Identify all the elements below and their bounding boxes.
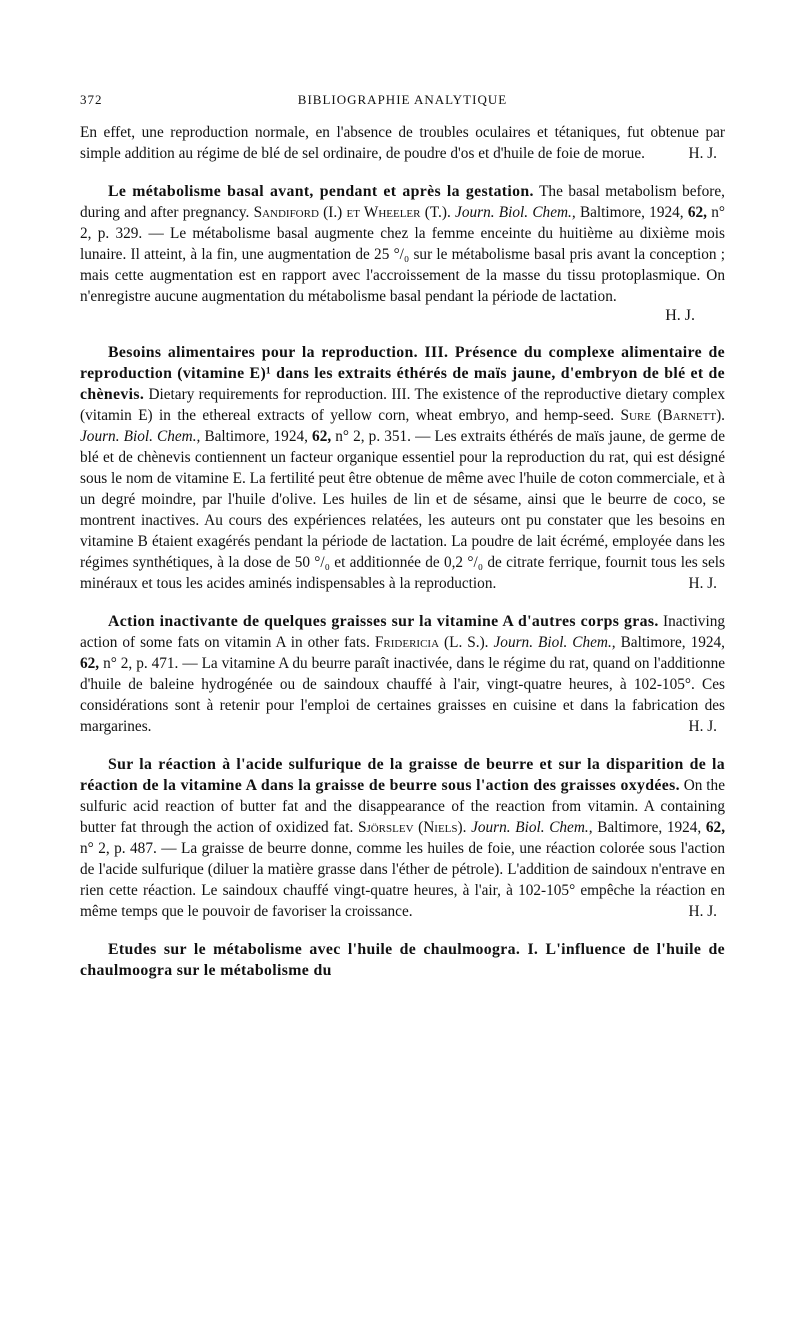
entry-authors: Sandiford (I.) et Wheeler (T.). bbox=[253, 204, 451, 221]
entry-issue-pages: n° 2, p. 487. — bbox=[80, 840, 177, 857]
entry-inactivating-action bbox=[80, 611, 725, 737]
entry-title: Besoins alimentaires pour la reproduction. III. Présence du complexe alimentaire de reproduction (vitamine E)¹ dans les extraits éthérés de maïs jaune, d'embryon de blé et de chènevis. bbox=[80, 344, 725, 403]
entry-title: Etudes sur le métabolisme avec l'huile de chaulmoogra. I. L'influence de l'huile de chaulmoogra sur le métabolisme du bbox=[80, 941, 725, 979]
intro-signature: H. J. bbox=[688, 145, 717, 162]
entry-title: Action inactivante de quelques graisses sur la vitamine A d'autres corps gras. bbox=[108, 613, 659, 630]
entry-translation: The basal metabolism before, during and after pregnancy. bbox=[80, 183, 725, 221]
entry-volume: 62, bbox=[312, 428, 332, 445]
entry-signature: H. J. bbox=[688, 903, 717, 920]
intro-paragraph bbox=[80, 122, 725, 164]
entry-abstract: La vitamine A du beurre paraît inactivée, dans le régime du rat, quand on l'additionne d'huile de baleine hydrogénée ou de saindoux chauffé à l'air, vingt-quatre heures, à 102-105°. Ces considérations sont à retenir pour l'emploi de certaines graisses en cuisine et dans la fabrication des margarines. bbox=[80, 655, 726, 735]
entry-title: Le métabolisme basal avant, pendant et après la gestation. bbox=[108, 183, 534, 200]
intro-text: En effet, une reproduction normale, en l'absence de troubles oculaires et tétaniques, fut obtenue par simple addition au régime de blé de sel ordinaire, de poudre d'os et d'huile de foie de morue. bbox=[80, 124, 725, 162]
entry-abstract: La graisse de beurre donne, comme les huiles de foie, une réaction colorée sous l'action de l'acide sulfurique (diluer la matière grasse dans l'éther de pétrole). L'addition de saindoux n'entrave en rien cette réaction. Le saindoux chauffé vingt-quatre heures, à l'air, à 102-105° empêche la réaction en même temps que le pouvoir de favoriser la croissance. bbox=[80, 840, 726, 920]
document-page bbox=[80, 92, 725, 981]
entry-title: Sur la réaction à l'acide sulfurique de la graisse de beurre et sur la disparition de la réaction de la vitamine A dans la graisse de beurre sous l'action des graisses oxydées. bbox=[80, 756, 725, 794]
entry-volume: 62, bbox=[687, 204, 707, 221]
entry-translation: On the sulfuric acid reaction of butter fat and the disappearance of the reaction from vitamin. A containing butter fat through the action of oxidized fat. bbox=[80, 777, 725, 836]
entry-abstract: Le métabolisme basal augmente chez la femme enceinte du huitième au dixième mois lunaire. Il atteint, à la fin, une augmentation de 25 °/₀ sur le métabolisme basal pris avant la conception ; mais cette augmentation est en rapport avec l'accroissement de la masse du tissu protoplasmique. On n'enregistre aucune augmentation du métabolisme basal pendant la période de lactation. bbox=[80, 225, 725, 305]
entry-signature: H. J. bbox=[688, 718, 717, 735]
entry-issue-pages: n° 2, p. 471. — bbox=[103, 655, 198, 672]
entry-volume: 62, bbox=[80, 655, 100, 672]
page-number: 372 bbox=[80, 92, 103, 107]
entry-translation: Inactiving action of some fats on vitamin A in other fats. bbox=[80, 613, 725, 651]
entry-journal: Journ. Biol. Chem., bbox=[471, 819, 593, 836]
entry-reproduction-needs bbox=[80, 342, 725, 594]
entry-place-year: Baltimore, 1924, bbox=[597, 819, 702, 836]
entry-signature: H. J. bbox=[688, 575, 717, 592]
entry-sulfuric-reaction bbox=[80, 754, 725, 922]
running-title: BIBLIOGRAPHIE ANALYTIQUE bbox=[297, 92, 508, 107]
entry-journal: Journ. Biol. Chem., bbox=[493, 634, 616, 651]
entry-chaulmoogra-oil bbox=[80, 939, 725, 981]
entry-place-year: Baltimore, 1924, bbox=[204, 428, 308, 445]
entry-authors: Fridericia (L. S.). bbox=[374, 634, 489, 651]
entry-issue-pages: n° 2, p. 329. — bbox=[80, 204, 725, 242]
entry-place-year: Baltimore, 1924, bbox=[620, 634, 726, 651]
entry-basal-metabolism bbox=[80, 181, 725, 307]
running-header bbox=[80, 92, 725, 114]
entry-volume: 62, bbox=[705, 819, 726, 836]
entry-issue-pages: n° 2, p. 351. — bbox=[335, 428, 431, 445]
entry-authors: Sjörslev (Niels). bbox=[357, 819, 467, 836]
entry-abstract: Les extraits éthérés de maïs jaune, de germe de blé et de chènevis contiennent un facteur organique essentiel pour la reproduction du rat, qui est désigné sous le nom de vitamine E. La fertilité peut être obtenue de même avec l'huile de coton commerciale, et à un degré moindre, par l'huile d'olive. Les huiles de lin et de sésame, ainsi que le beurre de coco, se montrent inactives. Au cours des expériences relatées, les auteurs ont pu constater que les besoins en vitamine B étaient exagérés pendant la période de lactation. La poudre de lait écrémé, employée dans les régimes synthétiques, à la dose de 50 °/₀ et additionnée de 0,2 °/₀ de citrate ferrique, fournit tous les sels minéraux et tous les acides aminés indispensables à la reproduction. bbox=[80, 428, 725, 592]
entry-place-year: Baltimore, 1924, bbox=[579, 204, 684, 221]
entry-translation: Dietary requirements for reproduction. III. The existence of the reproductive dietary complex (vitamin E) in the ethereal extracts of yellow corn, wheat embryo, and hemp-seed. bbox=[80, 386, 725, 424]
entry-journal: Journ. Biol. Chem., bbox=[80, 428, 201, 445]
entry-signature: H. J. bbox=[665, 307, 695, 324]
entry-authors: Sure (Barnett). bbox=[620, 407, 725, 424]
entry-journal: Journ. Biol. Chem., bbox=[455, 204, 576, 221]
